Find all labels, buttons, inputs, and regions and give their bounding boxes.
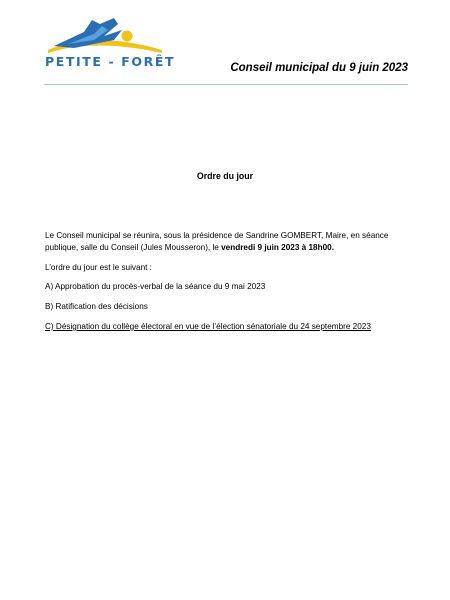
meeting-title: Conseil municipal du 9 juin 2023 <box>230 62 408 74</box>
meeting-date-time: vendredi 9 juin 2023 à 18h00. <box>221 242 334 252</box>
header-divider <box>44 84 408 85</box>
agenda-intro-paragraph <box>45 230 407 253</box>
agenda-item-a: A) Approbation du procès-verbal de la séance du 9 mai 2023 <box>45 282 266 291</box>
petite-foret-logo <box>44 16 176 74</box>
agenda-intro-text: Le Conseil municipal se réunira, sous la présidence de Sandrine GOMBERT, Maire, en séance publique, salle du Conseil (Jules Mousseron), le <box>45 231 389 252</box>
agenda-item-b: B) Ratification des décisions <box>45 302 148 311</box>
agenda-heading: Ordre du jour <box>196 171 254 181</box>
logo-text: PETITE - FORÊT <box>45 54 176 69</box>
agenda-item-c: C) Désignation du collège électoral en vue de l’élection sénatoriale du 24 septembre 2023 <box>45 322 371 331</box>
logo-emblem-icon <box>44 16 166 56</box>
agenda-lead-text: L’ordre du jour est le suivant : <box>45 263 152 272</box>
